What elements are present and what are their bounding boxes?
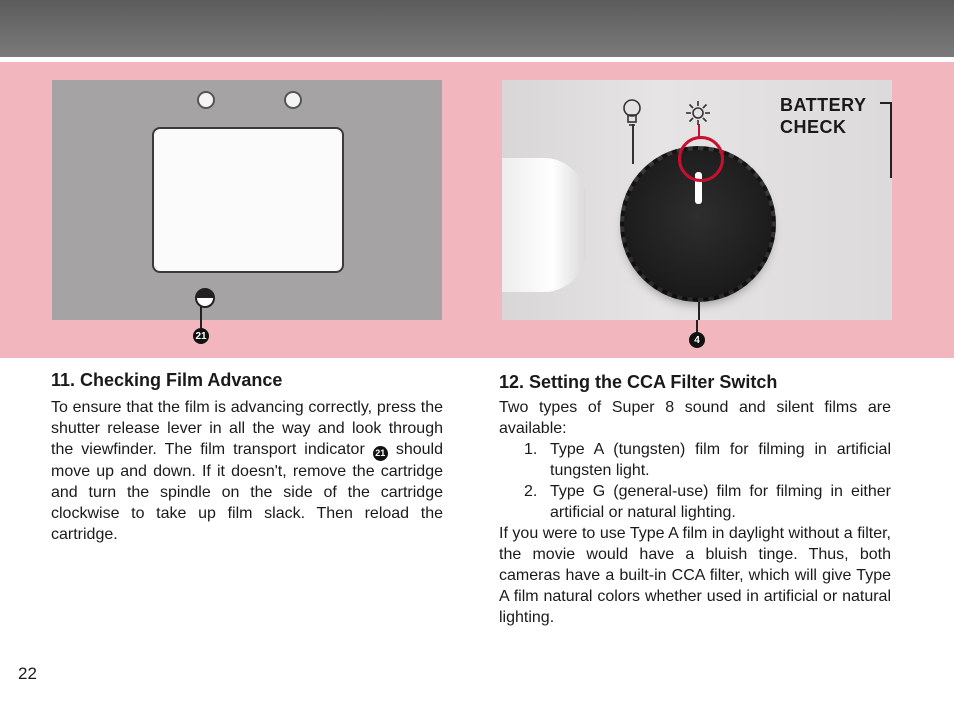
list-item: [524, 481, 891, 523]
battery-bracket: [880, 102, 892, 178]
film-type-list: [524, 439, 891, 523]
section-12-title: 12. Setting the CCA Filter Switch: [499, 372, 778, 392]
battery-label-line1: BATTERY: [780, 95, 867, 115]
callout-4: 4: [689, 332, 705, 348]
battery-label-line2: CHECK: [780, 117, 847, 137]
screw-hole-left: [197, 91, 215, 109]
bulb-leader-line: [632, 124, 650, 164]
sun-icon: [685, 100, 711, 126]
light-bulb-icon: [620, 98, 644, 128]
section-12-intro: Two types of Super 8 sound and silent films are available:: [499, 399, 891, 437]
section-11-body-part2: should move up and down. If it doesn't, remove the cartridge and turn the spindle on the side of the cartridge clockwise to take up film slack. Then reload the cartridge.: [51, 441, 443, 543]
list-item-text: Type G (general-use) film for filming in either artificial or natural lighting.: [550, 483, 891, 521]
viewfinder-window: [152, 127, 344, 273]
battery-check-label: [780, 94, 867, 138]
list-item-text: Type A (tungsten) film for filming in artificial tungsten light.: [550, 441, 891, 479]
cca-filter-illustration: [502, 80, 892, 320]
section-11-body-part1: To ensure that the film is advancing correctly, press the shutter release lever in all the way and look through the viewfinder. The film transport indicator: [51, 399, 443, 458]
callout-leader-left: [200, 306, 202, 328]
section-11-title: 11. Checking Film Advance: [51, 370, 283, 390]
film-transport-indicator-icon: [195, 288, 215, 308]
list-item-number: 2.: [524, 483, 538, 500]
callout-21: 21: [193, 328, 209, 344]
screw-hole-right: [284, 91, 302, 109]
top-dark-bar: [0, 0, 954, 57]
lens-barrel: [502, 158, 586, 292]
section-11-body: [51, 397, 443, 545]
section-12-outro: If you were to use Type A film in daylight without a filter, the movie would have a bluish tinge. Thus, both cameras have a built-in CCA filter, which will give Type A film natural colors whether used in artificial or natural lighting.: [499, 525, 891, 626]
list-item: [524, 439, 891, 481]
page-number: 22: [18, 664, 37, 683]
dial-pointer-line: [698, 302, 700, 320]
inline-callout-21: 21: [373, 446, 388, 461]
red-highlight-circle: [678, 136, 724, 182]
list-item-number: 1.: [524, 441, 538, 458]
viewfinder-illustration: [52, 80, 442, 320]
